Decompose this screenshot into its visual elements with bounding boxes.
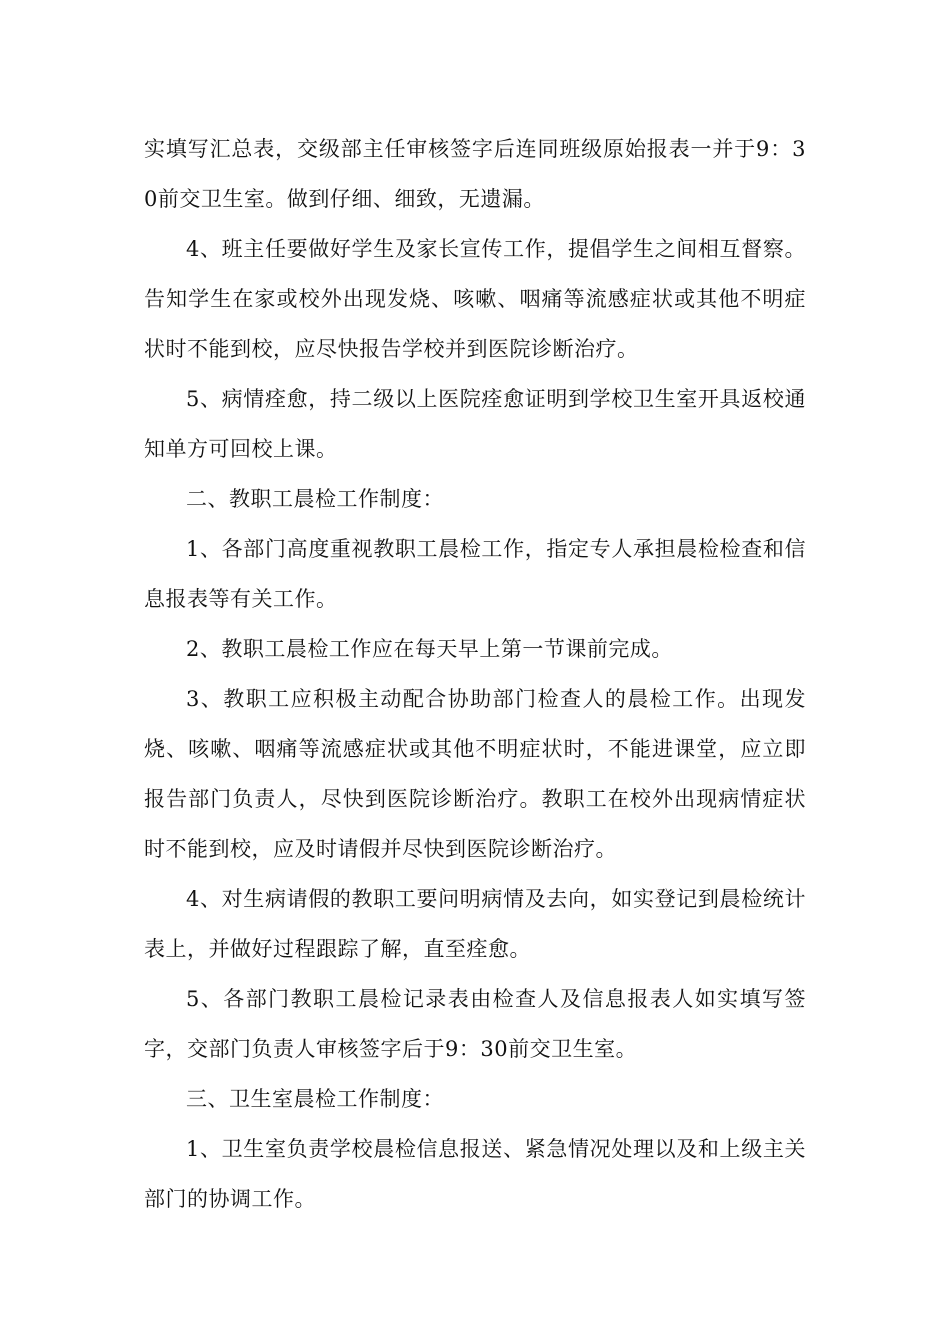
- paragraph: 2、教职工晨检工作应在每天早上第一节课前完成。: [186, 637, 673, 661]
- paragraph: 1、各部门高度重视教职工晨检工作，指定专人承担晨检检查和信息报表等有关工作。: [144, 537, 806, 611]
- section-heading: 三、卫生室晨检工作制度：: [186, 1087, 444, 1111]
- paragraph: 5、病情痊愈，持二级以上医院痊愈证明到学校卫生室开具返校通知单方可回校上课。: [144, 387, 806, 461]
- paragraph: 4、对生病请假的教职工要问明病情及去向，如实登记到晨检统计表上，并做好过程跟踪了解，直至痊愈。: [144, 887, 806, 961]
- paragraph: 4、班主任要做好学生及家长宣传工作，提倡学生之间相互督察。告知学生在家或校外出现发烧、咳嗽、咽痛等流感症状或其他不明症状时不能到校，应尽快报告学校并到医院诊断治疗。: [144, 237, 806, 361]
- document-body: [144, 124, 806, 1224]
- paragraph: 实填写汇总表，交级部主任审核签字后连同班级原始报表一并于9：30前交卫生室。做到仔细、细致，无遗漏。: [144, 137, 806, 211]
- section-heading: 二、教职工晨检工作制度：: [186, 487, 444, 511]
- paragraph: 3、教职工应积极主动配合协助部门检查人的晨检工作。出现发烧、咳嗽、咽痛等流感症状或其他不明症状时，不能进课堂，应立即报告部门负责人，尽快到医院诊断治疗。教职工在校外出现病情症状时不能到校，应及时请假并尽快到医院诊断治疗。: [144, 687, 806, 861]
- paragraph: 5、各部门教职工晨检记录表由检查人及信息报表人如实填写签字，交部门负责人审核签字后于9：30前交卫生室。: [144, 987, 806, 1061]
- paragraph: 1、卫生室负责学校晨检信息报送、紧急情况处理以及和上级主关部门的协调工作。: [144, 1137, 806, 1211]
